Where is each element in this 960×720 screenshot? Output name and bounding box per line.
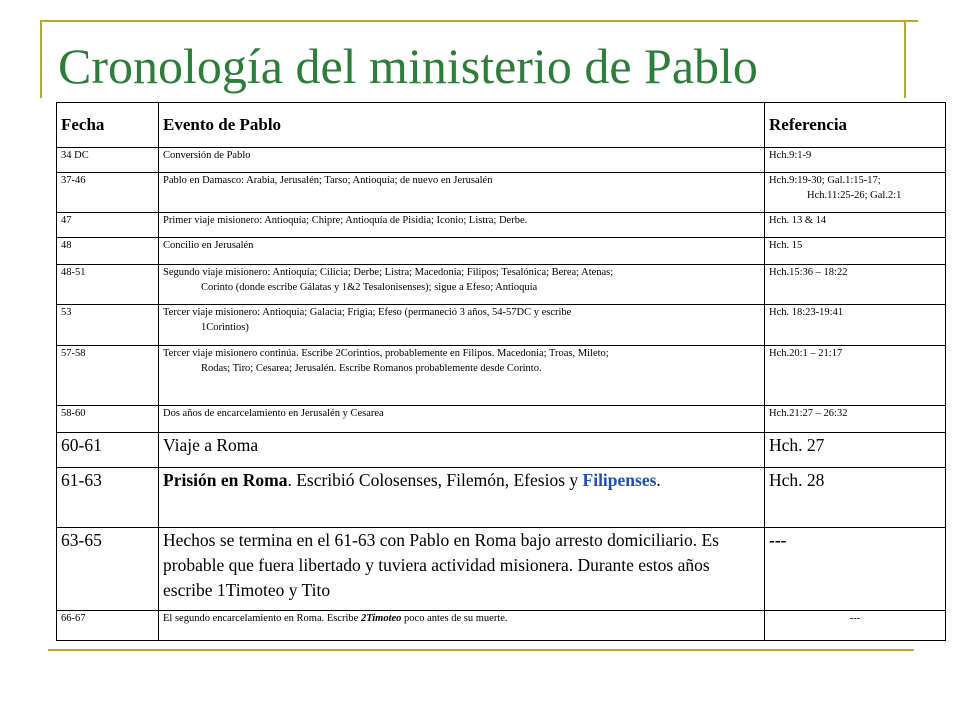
row-date: 34 DC bbox=[57, 148, 159, 173]
row-event bbox=[159, 468, 765, 528]
row-event: Pablo en Damasco: Arabia, Jerusalén; Tarso; Antioquía; de nuevo en Jerusalén bbox=[159, 173, 765, 213]
table-row bbox=[57, 173, 946, 213]
table-row bbox=[57, 611, 946, 641]
row-event: Hechos se termina en el 61-63 con Pablo en Roma bajo arresto domiciliario. Es probable que fuera libertado y tuviera actividad misionera. Durante estos años escribe 1Timoteo y Tito bbox=[159, 528, 765, 611]
row-reference: Hch.21:27 – 26:32 bbox=[765, 406, 946, 433]
row-reference: --- bbox=[765, 611, 946, 641]
row-reference: Hch. 27 bbox=[765, 433, 946, 468]
event-highlight: Filipenses bbox=[582, 470, 657, 490]
row-reference: Hch. 13 & 14 bbox=[765, 213, 946, 238]
table-row bbox=[57, 213, 946, 238]
page-title: Cronología del ministerio de Pablo bbox=[58, 38, 758, 94]
row-date: 37-46 bbox=[57, 173, 159, 213]
row-date: 63-65 bbox=[57, 528, 159, 611]
header-event: Evento de Pablo bbox=[159, 103, 765, 148]
table-row bbox=[57, 265, 946, 305]
table-row bbox=[57, 528, 946, 611]
event-line: 1Corintios) bbox=[201, 322, 249, 333]
row-event bbox=[159, 611, 765, 641]
decor-line-bottom bbox=[48, 649, 914, 651]
row-date: 57-58 bbox=[57, 346, 159, 406]
event-text: poco antes de su muerte. bbox=[401, 613, 508, 624]
row-event: Concilio en Jerusalén bbox=[159, 238, 765, 265]
row-reference: --- bbox=[765, 528, 946, 611]
row-reference: Hch. 18:23-19:41 bbox=[765, 305, 946, 346]
row-event bbox=[159, 346, 765, 406]
row-date: 47 bbox=[57, 213, 159, 238]
row-reference: Hch.15:36 – 18:22 bbox=[765, 265, 946, 305]
row-event: Dos años de encarcelamiento en Jerusalén y Cesarea bbox=[159, 406, 765, 433]
row-date: 61-63 bbox=[57, 468, 159, 528]
chronology-table bbox=[56, 102, 946, 641]
reference-line: Hch.11:25-26; Gal.2:1 bbox=[807, 190, 902, 201]
header-date: Fecha bbox=[57, 103, 159, 148]
row-event bbox=[159, 265, 765, 305]
event-line: Corinto (donde escribe Gálatas y 1&2 Tesalonisenses); sigue a Efeso; Antioquía bbox=[201, 282, 538, 293]
decor-line-top bbox=[40, 20, 918, 22]
event-emphasis: Prisión en Roma bbox=[163, 470, 288, 490]
row-event: Viaje a Roma bbox=[159, 433, 765, 468]
row-date: 48-51 bbox=[57, 265, 159, 305]
table-row bbox=[57, 433, 946, 468]
table-row bbox=[57, 346, 946, 406]
row-event: Primer viaje misionero: Antioquía; Chipre; Antioquía de Pisidia; Iconio; Listra; Derbe. bbox=[159, 213, 765, 238]
table-row bbox=[57, 238, 946, 265]
reference-line: Hch.9:19-30; Gal.1:15-17; bbox=[769, 175, 881, 186]
event-line: Rodas; Tiro; Cesarea; Jerusalén. Escribe Romanos probablemente desde Corinto. bbox=[201, 363, 542, 374]
event-emphasis: 2Timoteo bbox=[360, 613, 402, 624]
row-reference: Hch. 28 bbox=[765, 468, 946, 528]
row-reference: Hch.9:1-9 bbox=[765, 148, 946, 173]
row-date: 66-67 bbox=[57, 611, 159, 641]
row-date: 58-60 bbox=[57, 406, 159, 433]
event-line: Tercer viaje misionero: Antioquía; Galacia; Frigia; Efeso (permaneció 3 años, 54-57DC y escribe bbox=[163, 307, 572, 318]
row-date: 48 bbox=[57, 238, 159, 265]
row-reference bbox=[765, 173, 946, 213]
event-text-end: . bbox=[656, 470, 661, 490]
table-row bbox=[57, 406, 946, 433]
event-text: El segundo encarcelamiento en Roma. Escribe bbox=[163, 613, 361, 624]
header-reference: Referencia bbox=[765, 103, 946, 148]
row-date: 53 bbox=[57, 305, 159, 346]
event-line: Segundo viaje misionero: Antioquía; Cilicia; Derbe; Listra; Macedonia; Filipos; Tesalónica; Berea; Atenas; bbox=[163, 267, 614, 278]
decor-line-right bbox=[904, 20, 906, 98]
event-text: . Escribió Colosenses, Filemón, Efesios y bbox=[287, 470, 579, 490]
row-reference: Hch. 15 bbox=[765, 238, 946, 265]
decor-line-left bbox=[40, 20, 42, 98]
table-row bbox=[57, 148, 946, 173]
event-line: Tercer viaje misionero continúa. Escribe 2Corintios, probablemente en Filipos. Macedonia; Troas, Mileto; bbox=[163, 348, 609, 359]
table-row bbox=[57, 305, 946, 346]
row-reference: Hch.20:1 – 21:17 bbox=[765, 346, 946, 406]
table-row bbox=[57, 468, 946, 528]
row-event bbox=[159, 305, 765, 346]
row-date: 60-61 bbox=[57, 433, 159, 468]
row-event: Conversión de Pablo bbox=[159, 148, 765, 173]
table-header-row bbox=[57, 103, 946, 148]
